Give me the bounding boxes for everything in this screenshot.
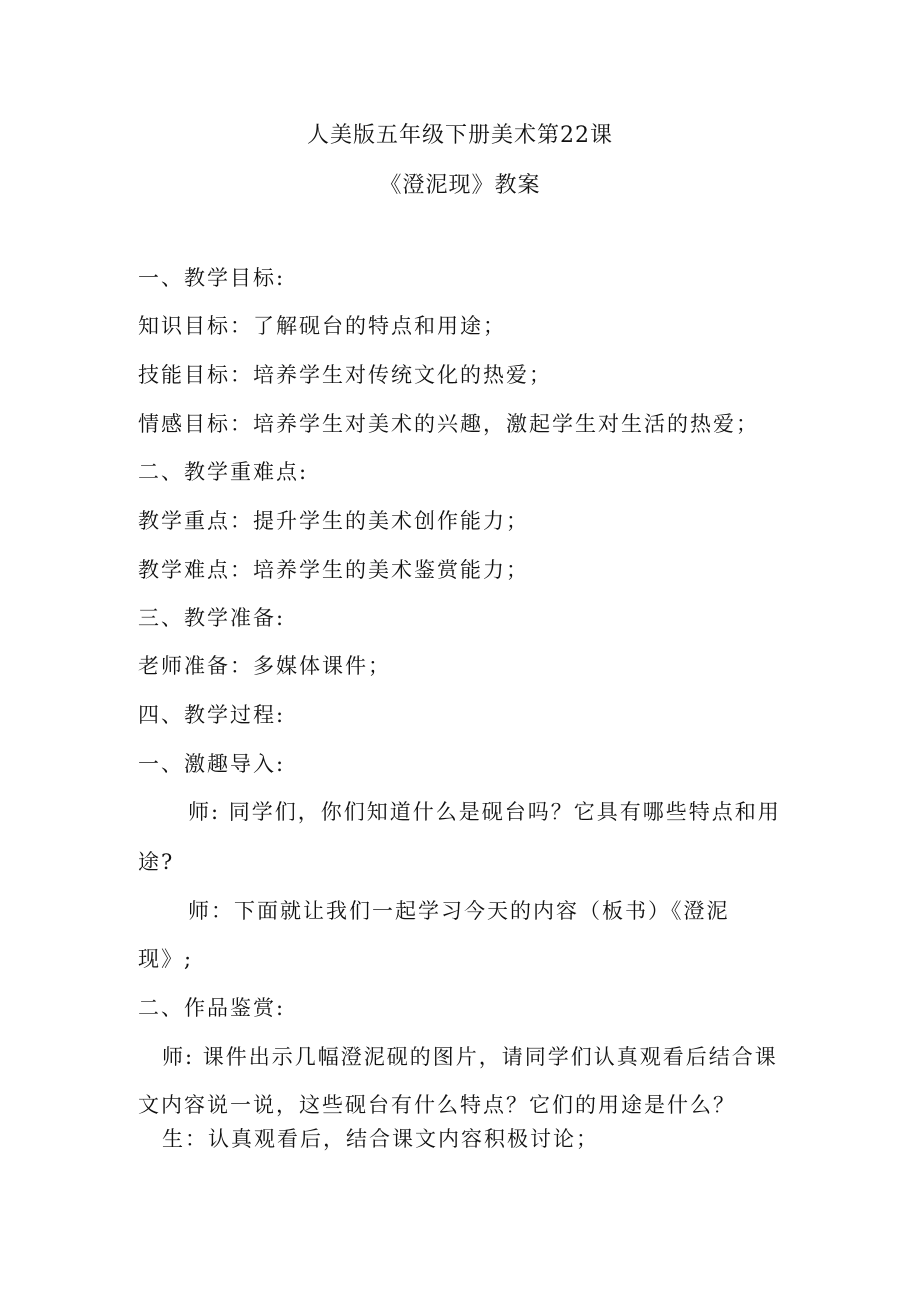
section-heading-process: 四、教学过程: — [138, 703, 286, 727]
intro-teacher-line1: 师：下面就让我们一起学习今天的内容（板书）《澄泥 — [188, 899, 730, 923]
document-title: 人美版五年级下册美术第22课 — [307, 123, 613, 148]
knowledge-objective: 知识目标：了解砚台的特点和用途； — [138, 314, 506, 338]
teacher-preparation: 老师准备：多媒体课件； — [138, 654, 391, 678]
section-heading-key-points: 二、教学重难点: — [138, 460, 309, 484]
intro-question-line1: 师: 同学们，你们知道什么是砚台吗？它具有哪些特点和用 — [188, 800, 781, 824]
section-heading-preparation: 三、教学准备: — [138, 606, 286, 630]
difficult-point: 教学难点：培养学生的美术鉴赏能力； — [138, 558, 529, 582]
appreciation-teacher-line2: 文内容说一说，这些砚台有什么特点？它们的用途是什么？ — [138, 1093, 736, 1117]
intro-teacher-line2: 现》; — [138, 947, 194, 971]
document-subtitle: 《澄泥现》教案 — [379, 173, 541, 198]
step-heading-intro: 一、激趣导入: — [138, 752, 286, 776]
key-point: 教学重点：提升学生的美术创作能力； — [138, 509, 529, 533]
skill-objective: 技能目标：培养学生对传统文化的热爱； — [138, 363, 552, 387]
section-heading-objectives: 一、教学目标: — [138, 266, 286, 290]
intro-question-line2: 途? — [138, 850, 175, 874]
step-heading-appreciation: 二、作品鉴赏: — [138, 996, 286, 1020]
appreciation-teacher-line1: 师: 课件出示几幅澄泥砚的图片，请同学们认真观看后结合课 — [162, 1045, 778, 1069]
emotion-objective: 情感目标：培养学生对美术的兴趣，激起学生对生活的热爱； — [138, 412, 759, 436]
appreciation-student: 生：认真观看后，结合课文内容积极讨论； — [162, 1127, 599, 1151]
